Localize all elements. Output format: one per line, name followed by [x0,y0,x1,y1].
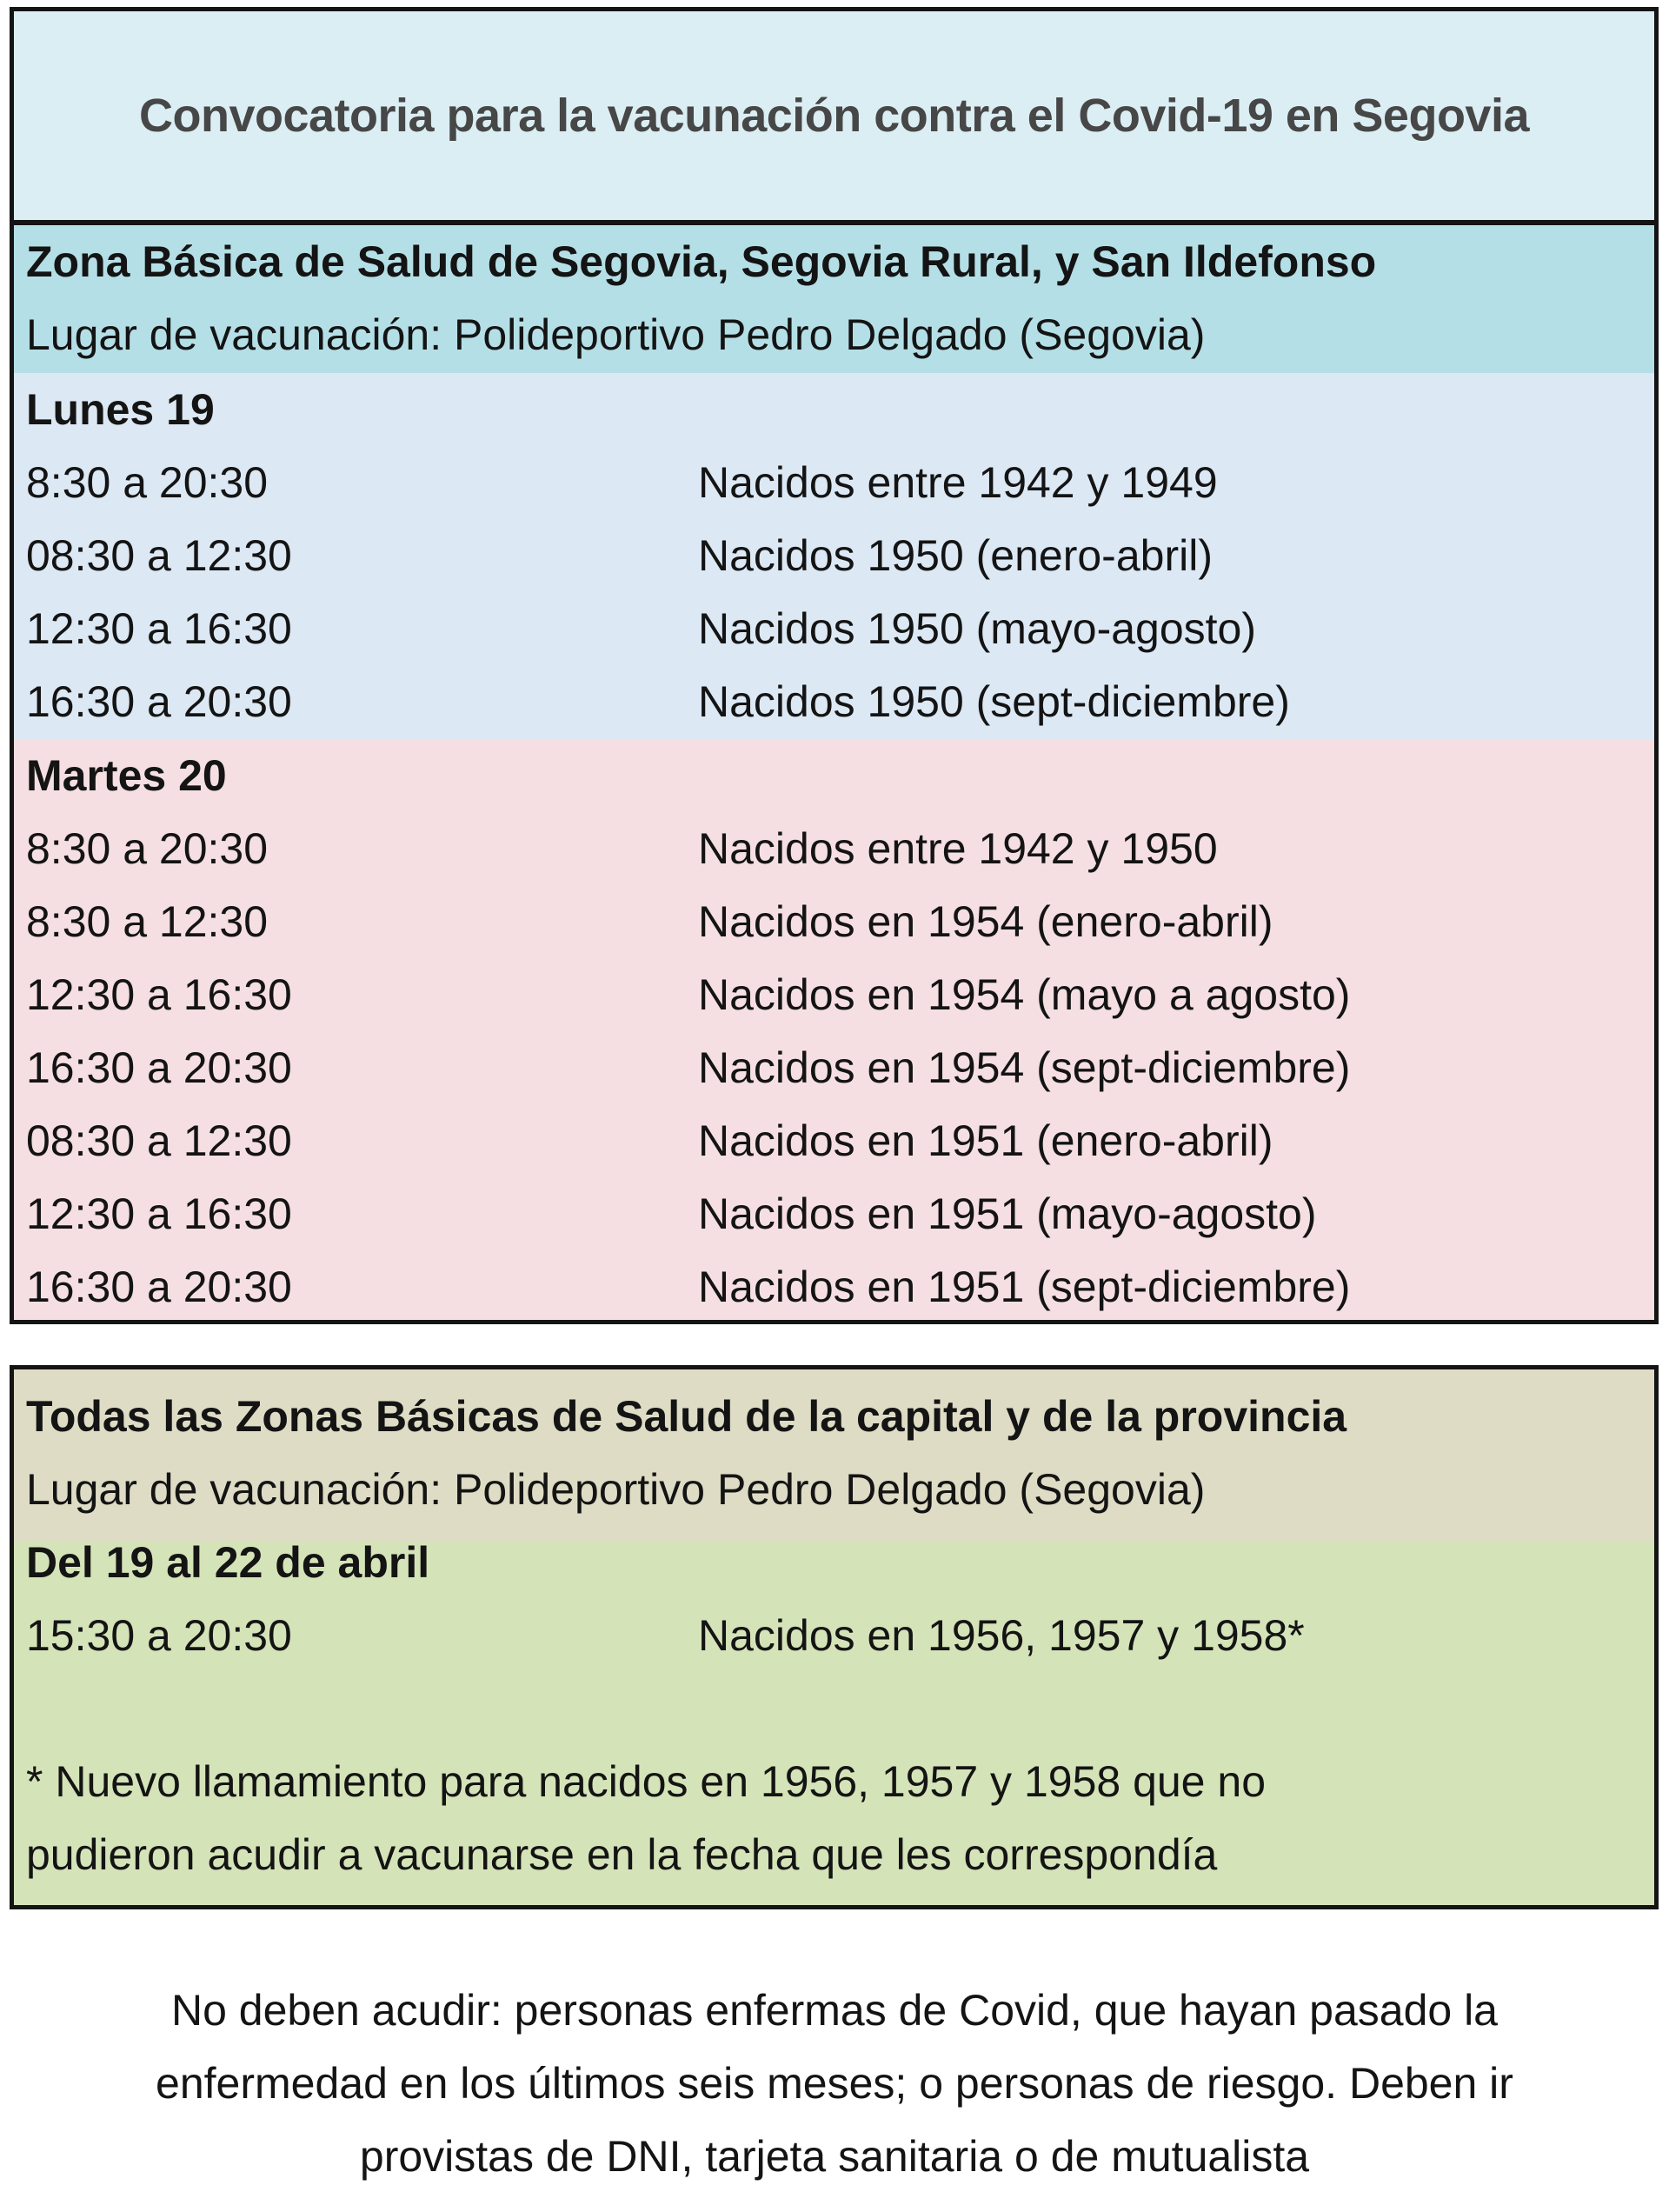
time-cell: 12:30 a 16:30 [26,970,292,1019]
time-cell: 08:30 a 12:30 [26,1116,292,1165]
group-cell: Nacidos entre 1942 y 1949 [698,458,1218,507]
table-row [14,1599,1654,1672]
page-title: Convocatoria para la vacunación contra el Covid-19 en Segovia [138,90,1530,142]
table-row [14,1177,1654,1250]
group-cell: Nacidos entre 1942 y 1950 [698,824,1218,873]
schedule-table-segovia [10,7,1659,1324]
group-cell: Nacidos en 1951 (sept-diciembre) [698,1263,1351,1311]
vaccination-place: Lugar de vacunación: Polideportivo Pedro Delgado (Segovia) [26,1465,1206,1514]
group-cell: Nacidos en 1951 (enero-abril) [698,1116,1273,1165]
table-row [14,958,1654,1031]
time-cell: 16:30 a 20:30 [26,677,292,726]
time-cell: 12:30 a 16:30 [26,1189,292,1238]
group-cell: Nacidos en 1954 (mayo a agosto) [698,970,1351,1019]
time-cell: 8:30 a 20:30 [26,458,269,507]
group-cell: Nacidos 1950 (sept-diciembre) [698,677,1290,726]
time-cell: 16:30 a 20:30 [26,1043,292,1092]
table-row [14,1250,1654,1323]
group-cell: Nacidos en 1951 (mayo-agosto) [698,1189,1317,1238]
footer-line: enfermedad en los últimos seis meses; o personas de riesgo. Deben ir [156,2059,1513,2108]
group-cell: Nacidos en 1956, 1957 y 1958* [698,1611,1305,1660]
time-cell: 12:30 a 16:30 [26,604,292,653]
time-cell: 08:30 a 12:30 [26,531,292,580]
day-block-martes [14,739,1654,1320]
footnote-line: * Nuevo llamamiento para nacidos en 1956, 1957 y 1958 que no [26,1757,1267,1806]
zone-name: Todas las Zonas Básicas de Salud de la capital y de la provincia [26,1392,1347,1441]
day-block-lunes [14,373,1654,739]
footer-line: No deben acudir: personas enfermas de Covid, que hayan pasado la [170,1986,1498,2035]
title-band [14,11,1654,225]
zone-header-band [14,225,1654,373]
table-row [14,812,1654,885]
footer-notice [0,1974,1669,2193]
schedule-table-province [10,1365,1659,1909]
table-row [14,1031,1654,1104]
group-cell: Nacidos en 1954 (sept-diciembre) [698,1043,1351,1092]
table-row [14,665,1654,738]
time-cell: 15:30 a 20:30 [26,1611,292,1660]
footnote-line: pudieron acudir a vacunarse en la fecha que les correspondía [26,1830,1218,1879]
table-row [14,592,1654,665]
zone-header-band [14,1369,1654,1542]
table-row [14,519,1654,592]
group-cell: Nacidos 1950 (enero-abril) [698,531,1213,580]
table-row [14,885,1654,958]
day-label: Lunes 19 [26,385,215,434]
period-block [14,1538,1654,1905]
group-cell: Nacidos en 1954 (enero-abril) [698,897,1273,946]
time-cell: 8:30 a 12:30 [26,897,269,946]
zone-name: Zona Básica de Salud de Segovia, Segovia Rural, y San Ildefonso [26,237,1377,286]
day-label: Martes 20 [26,751,227,800]
vaccination-place: Lugar de vacunación: Polideportivo Pedro Delgado (Segovia) [26,310,1206,359]
table-row [14,1104,1654,1177]
table-row [14,446,1654,519]
time-cell: 16:30 a 20:30 [26,1263,292,1311]
group-cell: Nacidos 1950 (mayo-agosto) [698,604,1256,653]
time-cell: 8:30 a 20:30 [26,824,269,873]
footer-line: provistas de DNI, tarjeta sanitaria o de mutualista [359,2132,1310,2181]
period-label: Del 19 al 22 de abril [26,1538,430,1587]
